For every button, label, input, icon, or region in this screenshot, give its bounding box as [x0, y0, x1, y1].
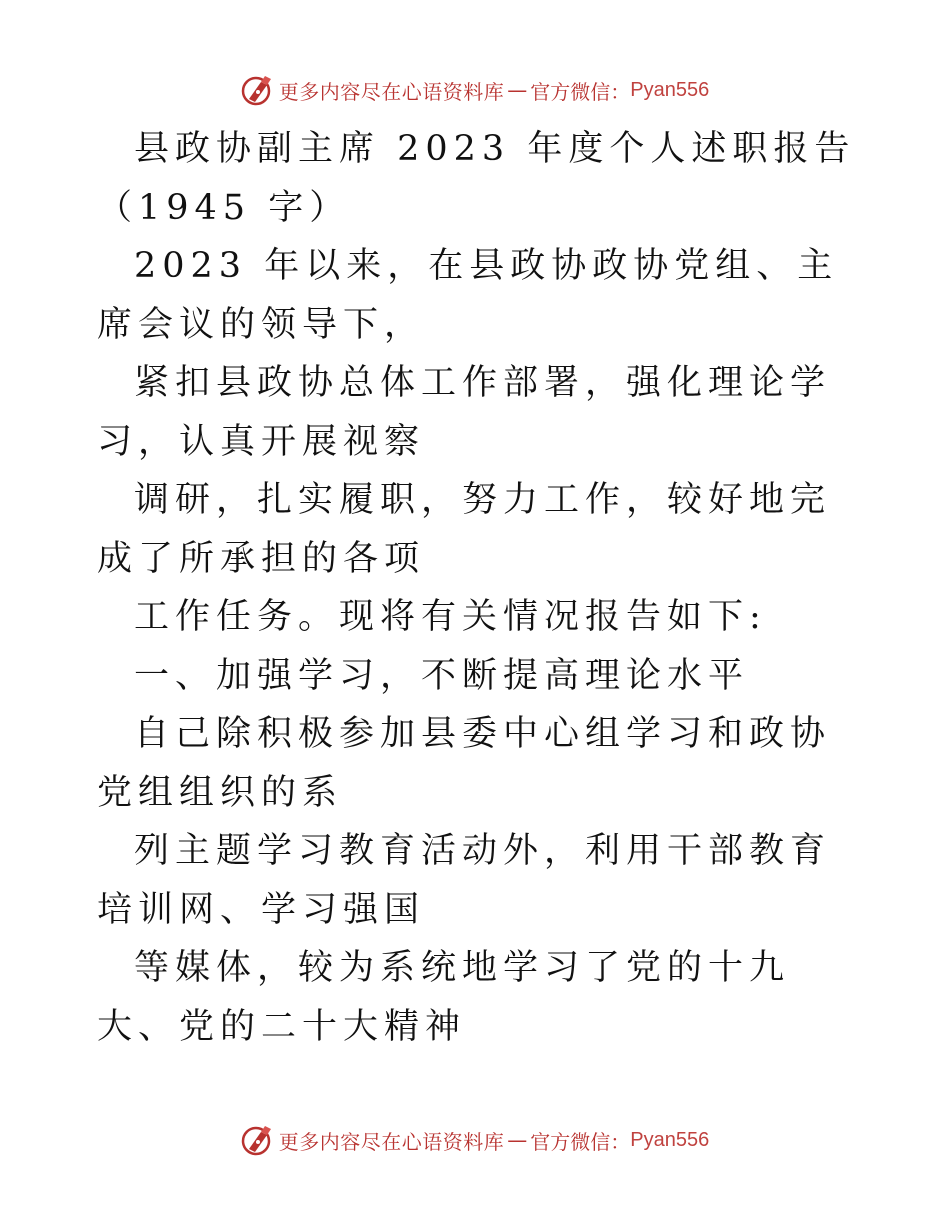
- paragraph: 紧扣县政协总体工作部署，强化理论学习，认真开展视察: [97, 363, 832, 462]
- paragraph: 工作任务。现将有关情况报告如下:: [134, 597, 767, 637]
- paragraph: 调研，扎实履职，努力工作，较好地完成了所承担的各项: [97, 480, 832, 579]
- paragraph: 等媒体，较为系统地学习了党的十九大、党的二十大精神: [97, 948, 791, 1047]
- paragraph: 2023 年以来，在县政协政协党组、主席会议的领导下，: [97, 246, 839, 345]
- watermark-wechat-id: Pyan556: [630, 1128, 710, 1151]
- pen-nib-circle-icon: [241, 73, 275, 107]
- paragraph: 列主题学习教育活动外，利用干部教育培训网、学习强国: [97, 831, 832, 930]
- header-watermark: [0, 70, 950, 110]
- pen-nib-circle-icon: [241, 1123, 275, 1157]
- watermark-brand: 更多内容尽在心语资料库: [278, 79, 505, 104]
- watermark-dash: —: [507, 1128, 528, 1152]
- watermark-brand: 更多内容尽在心语资料库: [278, 1129, 505, 1154]
- watermark-wechat-label: 官方微信：: [530, 1129, 631, 1154]
- footer-watermark: [0, 1120, 950, 1160]
- watermark-wechat-label: 官方微信：: [530, 79, 631, 104]
- watermark-dash: —: [507, 78, 528, 102]
- section-heading: 一、加强学习，不断提高理论水平: [134, 655, 750, 696]
- watermark-wechat-id: Pyan556: [630, 78, 710, 101]
- document-body: [97, 120, 857, 1056]
- document-title: 县政协副主席 2023 年度个人述职报告（1945 字）: [97, 129, 856, 228]
- paragraph: 自己除积极参加县委中心组学习和政协党组组织的系: [97, 714, 832, 813]
